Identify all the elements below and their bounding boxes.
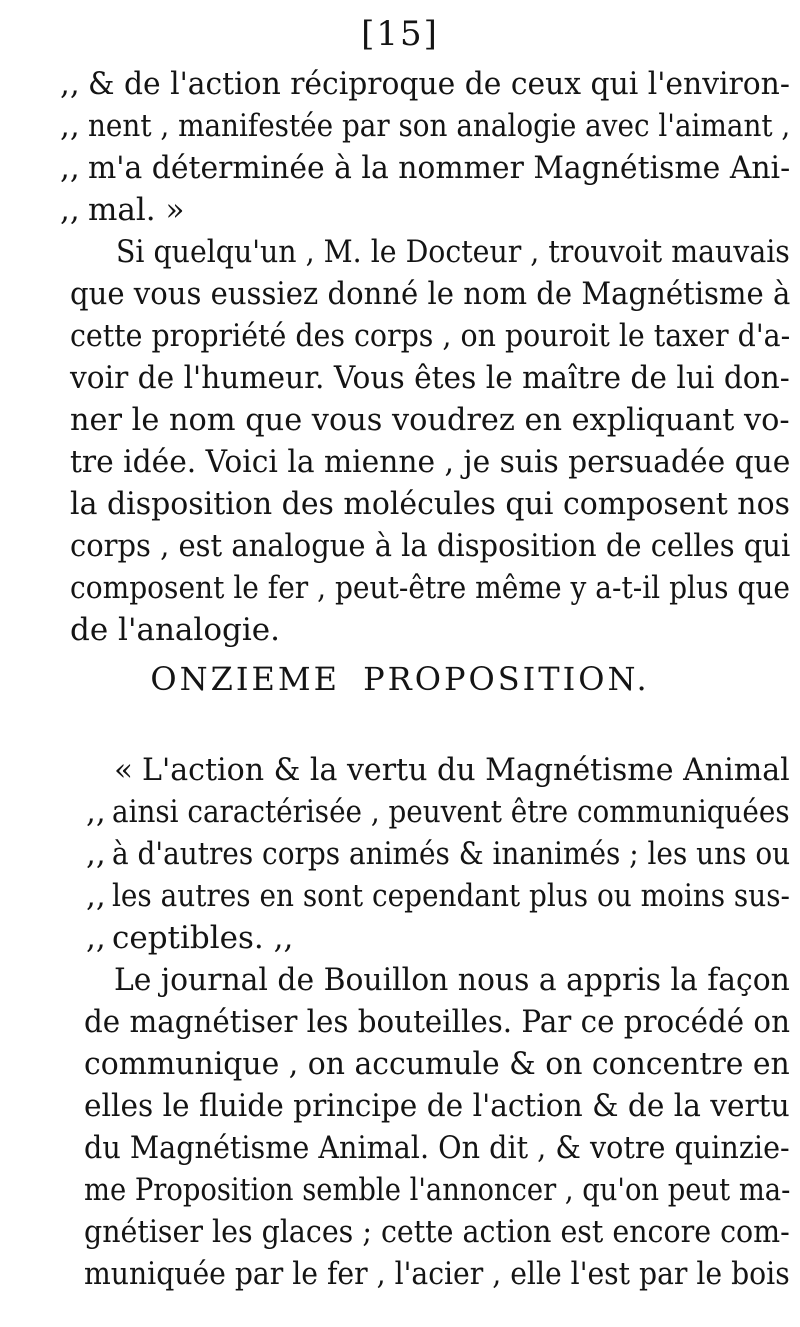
text-line <box>0 356 800 400</box>
line-text: Le journal de Bouillon nous a appris la façon <box>114 962 790 998</box>
line-text: L'action & la vertu du Magnétisme Animal <box>142 752 790 788</box>
line-text: me Proposition semble l'annoncer , qu'on peut ma- <box>84 1172 791 1208</box>
line-text: nent , manifestée par son analogie avec l'aimant , <box>88 108 791 144</box>
line-text: ner le nom que vous voudrez en expliquant vo- <box>70 402 790 438</box>
line-text: voir de l'humeur. Vous êtes le maître de lui don- <box>70 360 790 396</box>
line-text: les autres en sont cependant plus ou moins sus- <box>112 878 790 914</box>
line-text: que vous eussiez donné le nom de Magnétisme à <box>70 276 791 312</box>
text-line <box>0 104 800 148</box>
text-line <box>0 524 800 568</box>
quote-mark: ,, <box>60 150 80 186</box>
text-line <box>0 272 800 316</box>
text-line <box>0 1168 800 1212</box>
text-line <box>0 482 800 526</box>
text-line <box>0 1000 800 1044</box>
text-line <box>0 62 800 106</box>
text-line <box>0 566 800 610</box>
text-line <box>0 146 800 190</box>
text-line <box>0 1126 800 1170</box>
text-line <box>0 230 800 274</box>
section-heading: ONZIEME PROPOSITION. <box>150 660 650 698</box>
text-line <box>0 314 800 358</box>
text-line <box>0 1252 800 1296</box>
quote-mark: ,, <box>60 66 80 102</box>
text-line <box>0 440 800 484</box>
text-line <box>0 188 800 232</box>
line-text: mal. » <box>88 192 185 228</box>
text-line <box>0 608 800 652</box>
text-line <box>0 398 800 442</box>
line-text: Si quelqu'un , M. le Docteur , trouvoit mauvais <box>116 234 790 270</box>
text-line <box>0 916 800 960</box>
line-text: & de l'action réciproque de ceux qui l'environ- <box>88 66 790 102</box>
line-text: composent le fer , peut-être même y a-t-il plus que <box>70 570 791 606</box>
quote-mark: ,, <box>60 192 80 228</box>
quote-mark: « <box>114 752 133 788</box>
line-text: gnétiser les glaces ; cette action est encore com- <box>84 1214 790 1250</box>
line-text: m'a déterminée à la nommer Magnétisme Ani- <box>88 150 791 186</box>
line-text: ceptibles. ,, <box>112 920 294 956</box>
line-text: ainsi caractérisée , peuvent être communiquées <box>112 794 790 830</box>
quote-mark: ,, <box>60 108 80 144</box>
page-number: [15] <box>361 14 439 54</box>
quote-mark: ,, <box>86 920 106 956</box>
quote-mark: ,, <box>86 794 106 830</box>
text-line <box>0 790 800 834</box>
line-text: corps , est analogue à la disposition de celles qui <box>70 528 791 564</box>
text-line <box>0 874 800 918</box>
text-line <box>0 1210 800 1254</box>
line-text: muniquée par le fer , l'acier , elle l'est par le bois <box>84 1256 790 1292</box>
line-text: de l'analogie. <box>70 612 280 648</box>
text-line <box>0 832 800 876</box>
line-text: de magnétiser les bouteilles. Par ce procédé on <box>84 1004 790 1040</box>
text-line <box>0 748 800 792</box>
line-text: à d'autres corps animés & inanimés ; les uns ou <box>112 836 791 872</box>
line-text: cette propriété des corps , on pouroit le taxer d'a- <box>70 318 791 354</box>
text-line <box>0 1042 800 1086</box>
quote-mark: ,, <box>86 836 106 872</box>
quote-mark: ,, <box>86 878 106 914</box>
line-text: du Magnétisme Animal. On dit , & votre quinzie- <box>84 1130 790 1166</box>
line-text: communique , on accumule & on concentre en <box>84 1046 790 1082</box>
line-text: elles le fluide principe de l'action & de la vertu <box>84 1088 790 1124</box>
line-text: tre idée. Voici la mienne , je suis persuadée que <box>70 444 791 480</box>
text-line <box>0 1084 800 1128</box>
text-line <box>0 958 800 1002</box>
line-text: la disposition des molécules qui composent nos <box>70 486 790 522</box>
